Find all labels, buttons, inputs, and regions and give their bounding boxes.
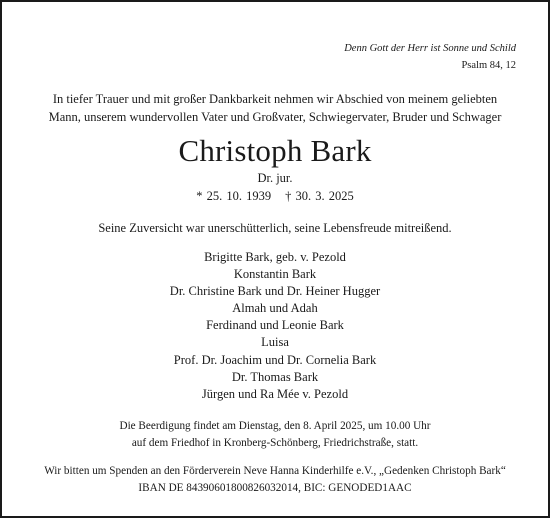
family-member: Dr. Thomas Bark bbox=[231, 369, 319, 384]
funeral-info bbox=[2, 418, 548, 452]
deceased-name: Christoph Bark bbox=[178, 133, 372, 168]
donation-line-1: Wir bitten um Spenden an den Förderverein Neve Hanna Kinderhilfe e.V., „Gedenken Christoph Bark“ bbox=[44, 465, 506, 477]
donation-info bbox=[2, 463, 548, 497]
intro-text bbox=[2, 90, 548, 126]
family-member: Ferdinand und Leonie Bark bbox=[206, 318, 344, 333]
family-member: Prof. Dr. Joachim und Dr. Cornelia Bark bbox=[173, 352, 377, 367]
epigraph-reference: Psalm 84, 12 bbox=[461, 60, 516, 71]
family-member: Almah und Adah bbox=[232, 301, 318, 316]
death-date: † 30. 3. 2025 bbox=[285, 189, 354, 203]
family-member: Jürgen und Ra Mée v. Pezold bbox=[201, 386, 349, 401]
funeral-line-2: auf dem Friedhof in Kronberg-Schönberg, Friedrichstraße, statt. bbox=[131, 437, 419, 449]
family-list bbox=[2, 249, 548, 403]
deceased-title: Dr. jur. bbox=[257, 171, 293, 185]
family-member: Dr. Christine Bark und Dr. Heiner Hugger bbox=[169, 284, 381, 299]
epigraph-quote: Denn Gott der Herr ist Sonne und Schild bbox=[344, 43, 516, 54]
life-dates bbox=[2, 187, 548, 205]
epigraph bbox=[344, 40, 516, 74]
birth-date: * 25. 10. 1939 bbox=[196, 189, 272, 203]
donation-bank-details: IBAN DE 84390601800826032014, BIC: GENODED1AAC bbox=[138, 482, 412, 494]
family-member: Brigitte Bark, geb. v. Pezold bbox=[204, 250, 346, 264]
tribute-text: Seine Zuversicht war unerschütterlich, seine Lebensfreude mitreißend. bbox=[98, 221, 452, 235]
intro-line-1: In tiefer Trauer und mit großer Dankbarkeit nehmen wir Abschied von meinem geliebten bbox=[52, 92, 498, 106]
family-member: Luisa bbox=[261, 335, 289, 350]
funeral-line-1: Die Beerdigung findet am Dienstag, den 8. April 2025, um 10.00 Uhr bbox=[119, 420, 431, 432]
family-member: Konstantin Bark bbox=[233, 267, 317, 282]
intro-line-2: Mann, unserem wundervollen Vater und Großvater, Schwiegervater, Bruder und Schwager bbox=[48, 110, 502, 124]
